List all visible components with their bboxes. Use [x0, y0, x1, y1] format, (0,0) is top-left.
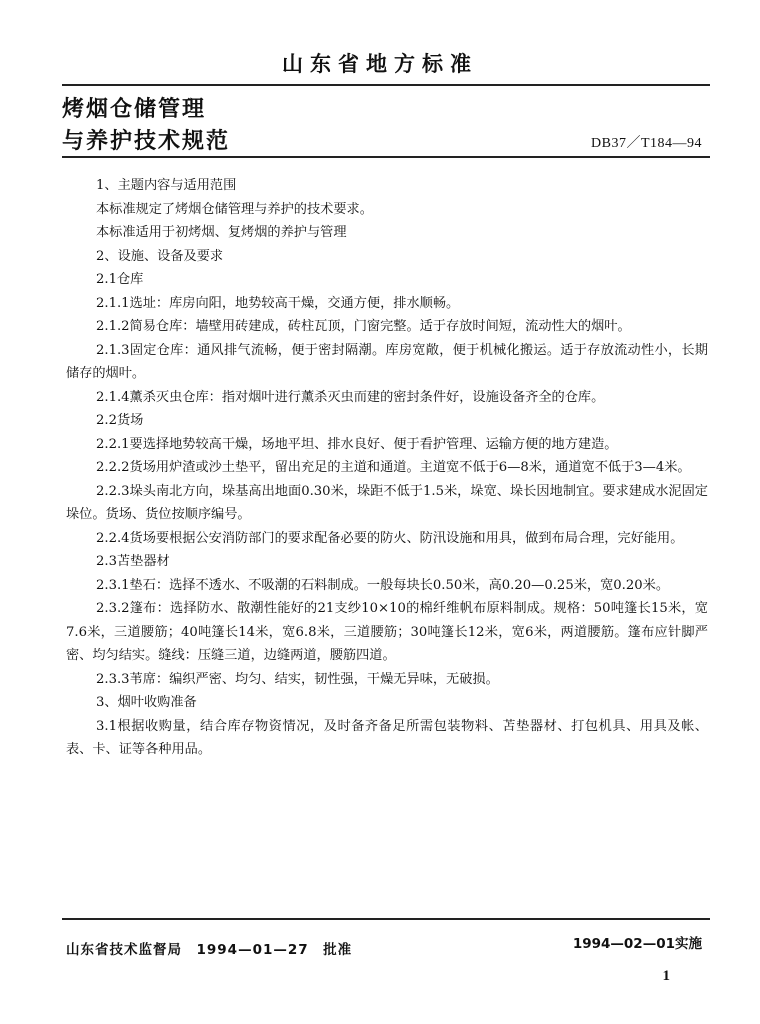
- paragraph: 本标准规定了烤烟仓储管理与养护的技术要求。: [96, 201, 373, 217]
- clause: 2.2.1要选择地势较高干燥，场地平坦、排水良好、便于看护管理、运输方便的地方建造。: [96, 436, 618, 452]
- document-title-line-1: 烤烟仓储管理: [62, 97, 207, 122]
- section-heading: 3、烟叶收购准备: [96, 695, 197, 710]
- paragraph: 本标准适用于初烤烟、复烤烟的养护与管理: [96, 225, 347, 240]
- document-title-line-2: 与养护技术规范: [62, 129, 231, 154]
- top-rule: [62, 84, 710, 86]
- subsection-heading: 2.2货场: [96, 413, 144, 428]
- subsection-heading: 2.1仓库: [96, 272, 144, 287]
- clause: 2.1.4薰杀灭虫仓库：指对烟叶进行薰杀灭虫而建的密封条件好，设施设备齐全的仓库。: [96, 389, 605, 405]
- clause: 2.3.1垫石：选择不透水、不吸潮的石料制成。一般每块长0.50米，高0.20—0.25米，宽0.20米。: [96, 577, 670, 593]
- clause: 2.3.3苇席：编织严密、均匀、结实，韧性强，干燥无异味，无破损。: [96, 671, 499, 687]
- clause: 2.3.2篷布：选择防水、散潮性能好的21支纱10×10的棉纤维帆布原料制成。规格：50吨篷长15米，宽7.6米，三道腰筋；40吨篷长14米，宽6.8米，三道腰筋；30吨篷长12米，宽6米，两道腰筋。篷布应针脚严密、均匀结实。缝线：压缝三道，边缝两道，腰筋四道。: [66, 601, 708, 663]
- standard-name: 山东省地方标准: [282, 52, 478, 76]
- standard-code: DB37／T184—94: [591, 136, 702, 151]
- clause: 2.1.3固定仓库：通风排气流畅，便于密封隔潮。库房宽敞，便于机械化搬运。适于存放流动性小，长期储存的烟叶。: [66, 342, 708, 381]
- clause: 2.1.2简易仓库：墙壁用砖建成，砖柱瓦顶，门窗完整。适于存放时间短，流动性大的烟叶。: [96, 319, 631, 334]
- implementation-date: 1994—02—01实施: [572, 936, 702, 952]
- clause: 2.2.3垛头南北方向，垛基高出地面0.30米，垛距不低于1.5米，垛宽、垛长因地制宜。要求建成水泥固定垛位。货场、货位按顺序编号。: [66, 483, 708, 522]
- page-number: 1: [662, 968, 670, 984]
- clause: 3.1根据收购量，结合库存物资情况，及时备齐备足所需包装物料、苫垫器材、打包机具、用具及帐、表、卡、证等各种用品。: [66, 718, 708, 757]
- footer-rule: [62, 918, 710, 920]
- document-body: [66, 174, 708, 762]
- subsection-heading: 2.3苫垫器材: [96, 554, 170, 569]
- approval-line: 山东省技术监督局 1994—01—27 批准: [66, 942, 353, 958]
- title-rule: [62, 156, 710, 158]
- section-heading: 2、设施、设备及要求: [96, 248, 224, 264]
- section-heading: 1、主题内容与适用范围: [96, 178, 237, 193]
- clause: 2.2.2货场用炉渣或沙土垫平，留出充足的主道和通道。主道宽不低于6—8米，通道宽不低于3—4米。: [96, 460, 691, 475]
- clause: 2.1.1选址：库房向阳，地势较高干燥，交通方便，排水顺畅。: [96, 295, 460, 311]
- clause: 2.2.4货场要根据公安消防部门的要求配备必要的防火、防汛设施和用具，做到布局合理，完好能用。: [96, 530, 684, 546]
